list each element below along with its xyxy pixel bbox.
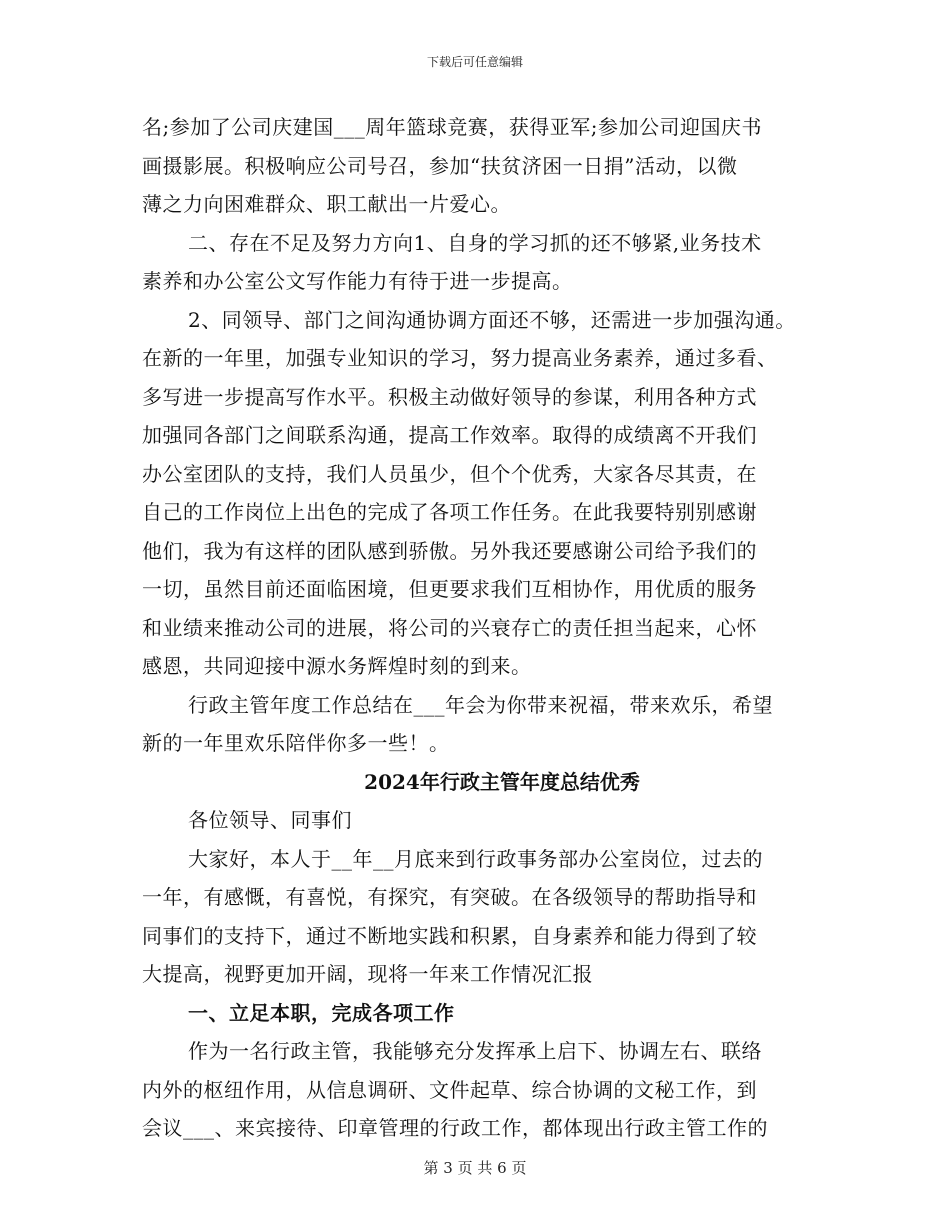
section-heading-two: 二、存在不足及努力方向1、自身的学习抓的还不够紧,业务技术 [188, 230, 762, 255]
text-line: 在新的一年里，加强专业知识的学习，努力提高业务素养，通过多看、 [142, 346, 778, 370]
page-footer: 第 3 页 共 6 页 [423, 1159, 527, 1177]
text-line: 大家好，本人于__年__月底来到行政事务部办公室岗位，过去的 [188, 846, 763, 871]
document-body [142, 108, 822, 1148]
text-line: 和业绩来推动公司的进展，将公司的兴衰存亡的责任担当起来，心怀 [142, 615, 757, 640]
text-line: 作为一名行政主管，我能够充分发挥承上启下、协调左右、联络 [188, 1039, 762, 1063]
text-line: 画摄影展。积极响应公司号召，参加“扶贫济困一日捐”活动，以微 [142, 153, 738, 178]
text-line: 薄之力向困难群众、职工献出一片爱心。 [142, 192, 511, 216]
text-line: 感恩，共同迎接中源水务辉煌时刻的到来。 [142, 654, 532, 678]
text-line: 多写进一步提高写作水平。积极主动做好领导的参谋，利用各种方式 [142, 384, 757, 409]
text-line: 一年，有感慨，有喜悦，有探究，有突破。在各级领导的帮助指导和 [142, 885, 757, 909]
text-line: 加强同各部门之间联系沟通，提高工作效率。取得的成绩离不开我们 [142, 423, 757, 447]
text-line: 新的一年里欢乐陪伴你多一些！。 [142, 731, 450, 755]
text-line: 名;参加了公司庆建国___周年篮球竞赛，获得亚军;参加公司迎国庆书 [142, 115, 762, 139]
page-header: 下载后可任意编辑 [426, 55, 523, 69]
text-line: 素养和办公室公文写作能力有待于进一步提高。 [142, 269, 573, 293]
text-line: 行政主管年度工作总结在___年会为你带来祝福，带来欢乐，希望 [188, 692, 773, 717]
section-heading-one: 一、立足本职，完成各项工作 [188, 1000, 455, 1025]
text-line: 会议___、来宾接待、印章管理的行政工作，都体现出行政主管工作的 [142, 1116, 768, 1140]
text-line: 内外的枢纽作用，从信息调研、文件起草、综合协调的文秘工作，到 [142, 1077, 757, 1102]
document-title: 2024年行政主管年度总结优秀 [364, 769, 640, 794]
text-line: 大提高，视野更加开阔，现将一年来工作情况汇报 [142, 962, 593, 986]
text-line: 一切，虽然目前还面临困境，但更要求我们互相协作，用优质的服务 [142, 577, 757, 601]
text-line: 自己的工作岗位上出色的完成了各项工作任务。在此我要特别别感谢 [142, 500, 757, 524]
text-line: 他们，我为有这样的团队感到骄傲。另外我还要感谢公司给予我们的 [142, 538, 757, 563]
text-line: 办公室团队的支持，我们人员虽少，但个个优秀，大家各尽其责，在 [142, 461, 757, 486]
salutation: 各位领导、同事们 [188, 808, 352, 832]
text-line: 同事们的支持下，通过不断地实践和积累，自身素养和能力得到了较 [142, 923, 757, 948]
text-line: 2、同领导、部门之间沟通协调方面还不够，还需进一步加强沟通。 [188, 307, 796, 332]
